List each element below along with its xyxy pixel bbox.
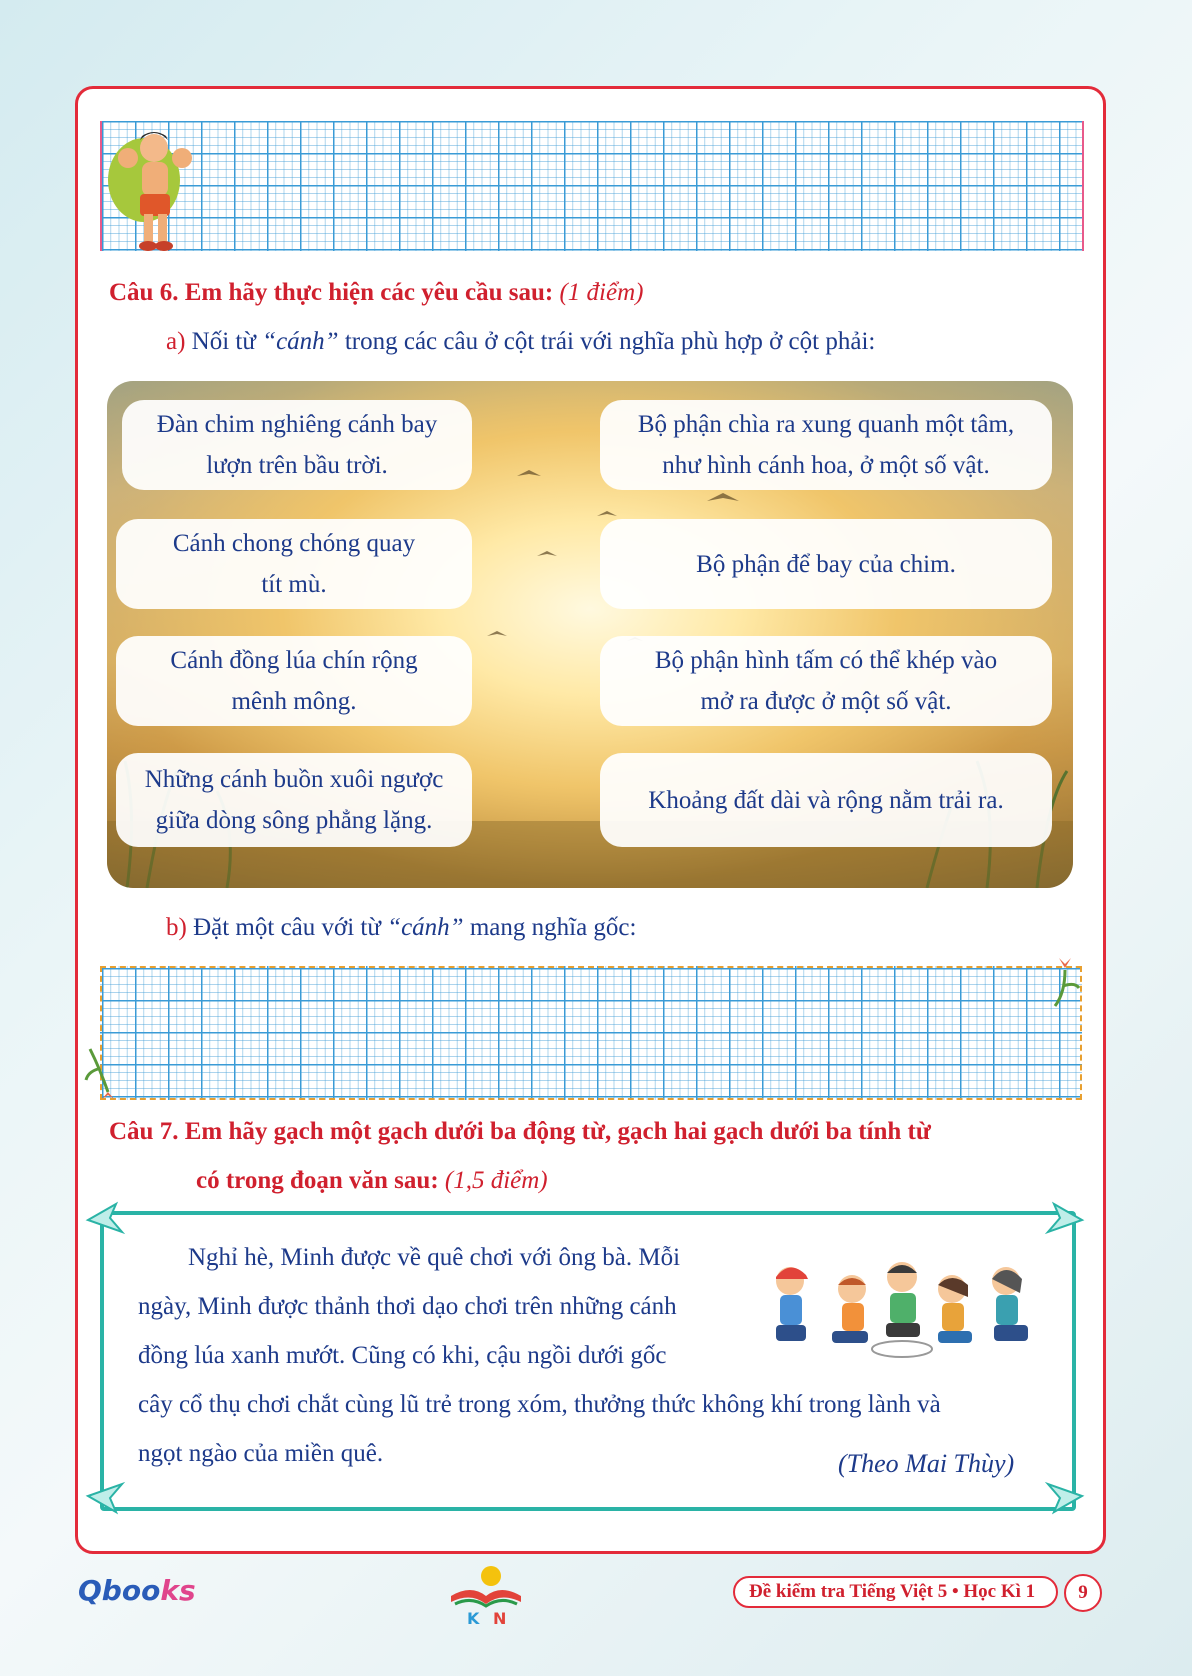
page-number: 9 [1064,1574,1102,1612]
flower-icon [84,1044,124,1099]
writing-grid-top[interactable] [100,121,1084,251]
right-item-4[interactable]: Khoảng đất dài và rộng nằm trải ra. [600,753,1052,847]
strongman-mascot-illustration [104,118,198,254]
svg-text:K: K [467,1609,480,1626]
right-item-1[interactable]: Bộ phận chìa ra xung quanh một tâm, như hình cánh hoa, ở một số vật. [600,400,1052,490]
writing-grid-answer[interactable] [100,966,1082,1100]
kn-publisher-logo [443,1562,529,1626]
series-label: Đề kiểm tra Tiếng Việt 5 • Học Kì 1 [733,1576,1058,1608]
question-7-title: Câu 7. Em hãy gạch một gạch dưới ba động từ, gạch hai gạch dưới ba tính từ [109,1118,931,1145]
left-item-4[interactable]: Những cánh buồn xuôi ngược giữa dòng sông phẳng lặng. [116,753,472,847]
passage-author: (Theo Mai Thùy) [838,1449,1015,1478]
flower-icon [1045,958,1085,1008]
passage-text: Nghỉ hè, Minh được về quê chơi với ông bà. Mỗi ngày, Minh được thảnh thơi dạo chơi trên những cánh đồng lúa xanh mướt. Cũng có khi, cậu ngồi dưới gốc cây cổ thụ chơi chắt cùng lũ trẻ trong xóm, thưởng thức không khí trong lành và ngọt ngào của miền quê. [138,1244,941,1467]
question-6-title: Câu 6. Em hãy thực hiện các yêu cầu sau: (1 điểm) [109,279,644,306]
right-item-2[interactable]: Bộ phận để bay của chim. [600,519,1052,609]
right-item-3[interactable]: Bộ phận hình tấm có thể khép vào mở ra được ở một số vật. [600,636,1052,726]
left-item-1[interactable]: Đàn chim nghiêng cánh bay lượn trên bầu trời. [122,400,472,490]
question-7-title-cont: có trong đoạn văn sau: (1,5 điểm) [196,1167,548,1194]
qbooks-logo: Qbooks [78,1574,196,1607]
rice-field-background [107,381,1073,888]
question-6a-instruction: a) Nối từ “cánh” trong các câu ở cột trái với nghĩa phù hợp ở cột phải: [166,328,876,355]
left-item-2[interactable]: Cánh chong chóng quay tít mù. [116,519,472,609]
children-playing-illustration [762,1253,1042,1363]
svg-text:N: N [493,1609,507,1626]
question-6b-instruction: b) Đặt một câu với từ “cánh” mang nghĩa gốc: [166,914,637,941]
left-item-3[interactable]: Cánh đồng lúa chín rộng mênh mông. [116,636,472,726]
